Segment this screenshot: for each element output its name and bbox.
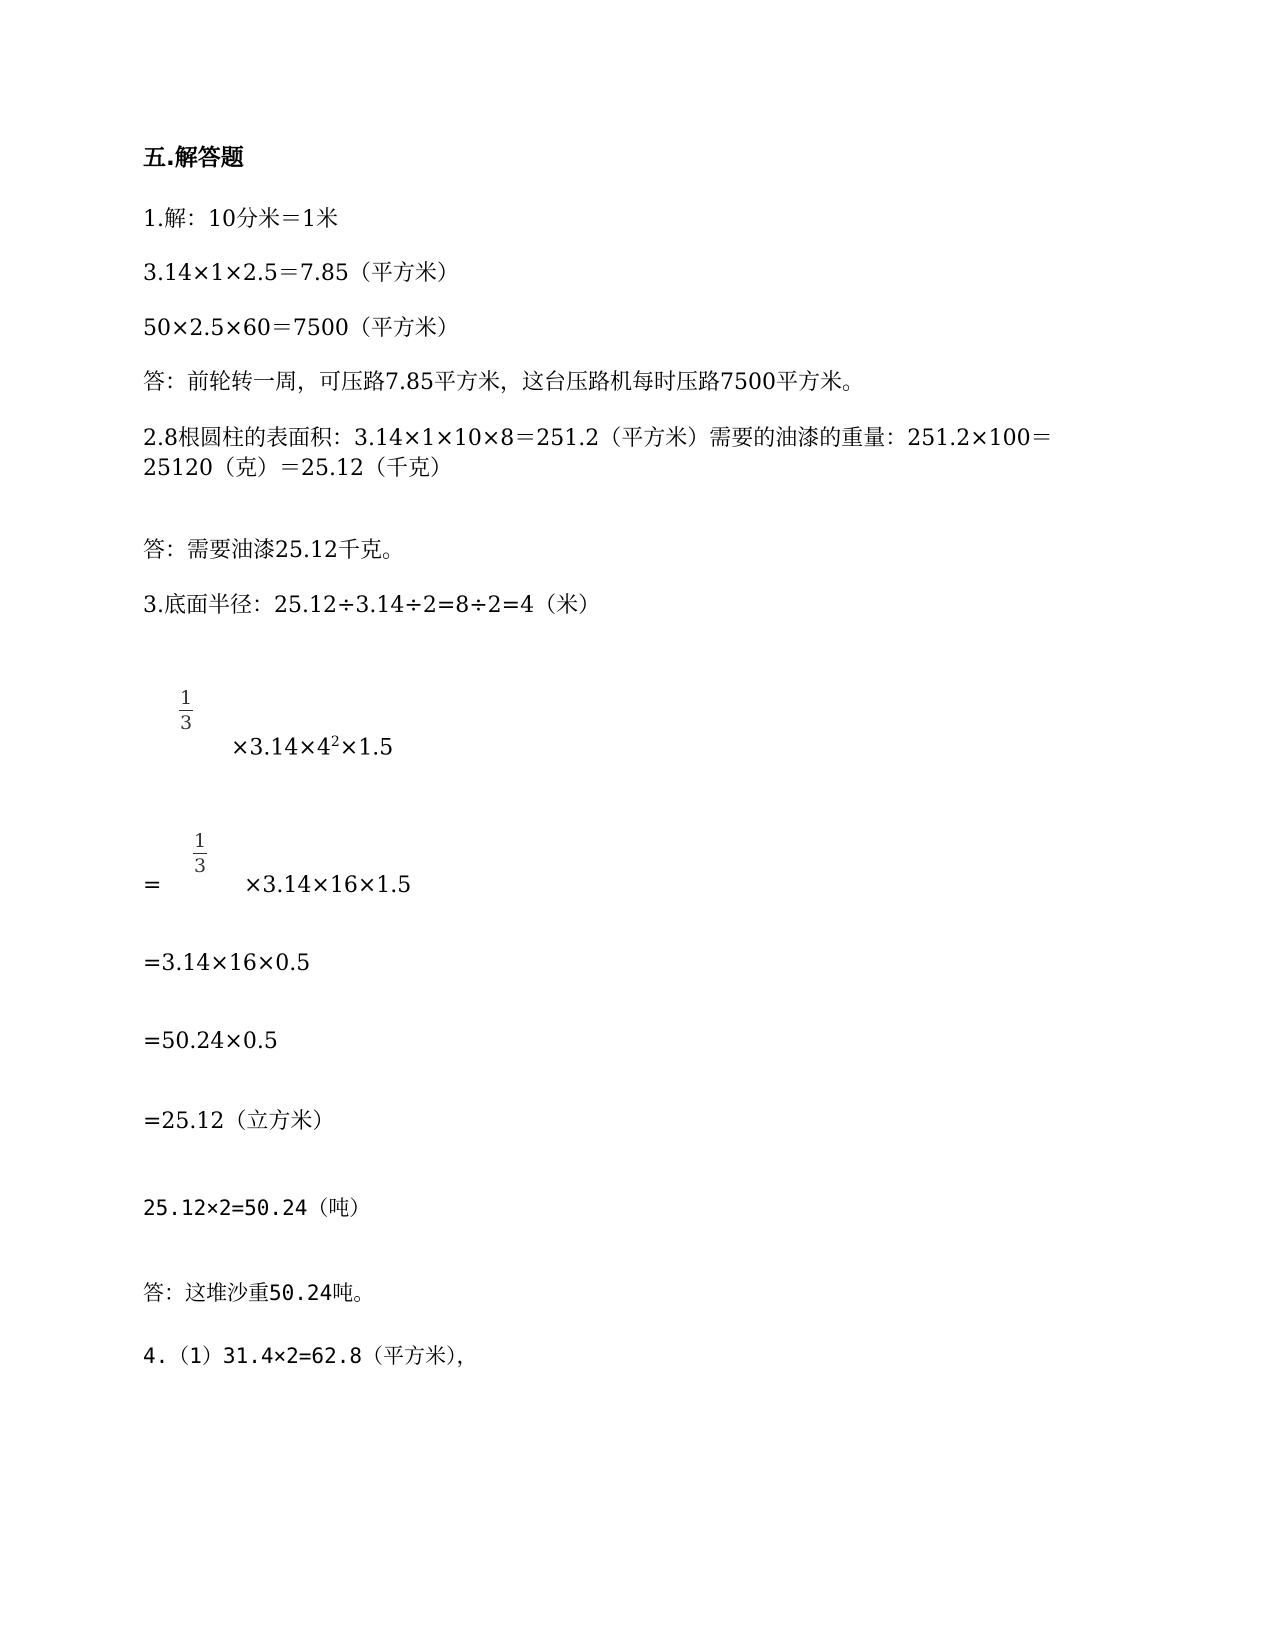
q3-answer: 答：这堆沙重50.24吨。 [143,1281,375,1305]
q1-line2: 3.14×1×2.5＝7.85（平方米） [143,261,459,286]
q3-equals: = [143,873,162,898]
fraction-bar [193,853,207,854]
q3-expression-1 [231,727,393,763]
q4-line1: 4.（1）31.4×2=62.8（平方米）， [143,1344,478,1368]
expr1-part-a: ×3.14×4 [231,735,331,761]
q3-step6: 25.12×2=50.24（吨） [143,1196,371,1220]
fraction-bar [179,710,193,711]
q3-step3: =3.14×16×0.5 [143,951,311,976]
q3-step5: =25.12（立方米） [143,1109,335,1134]
fraction-numerator: 1 [193,830,207,852]
q3-line1: 3.底面半径：25.12÷3.14÷2=8÷2=4（米） [143,593,601,618]
section-title: 五.解答题 [143,145,244,171]
fraction-denominator: 3 [179,712,193,734]
expr1-part-b: ×1.5 [339,735,394,761]
q3-expression-2: ×3.14×16×1.5 [244,873,412,898]
q2-answer: 答：需要油漆25.12千克。 [143,538,404,563]
q1-line3: 50×2.5×60＝7500（平方米） [143,316,459,341]
fraction-one-third-2 [193,831,207,876]
q2-line2: 25120（克）＝25.12（千克） [143,456,452,481]
q1-answer: 答：前轮转一周，可压路7.85平方米，这台压路机每时压路7500平方米。 [143,370,864,395]
q1-line1: 1.解：10分米＝1米 [143,207,338,232]
fraction-denominator: 3 [193,855,207,877]
fraction-one-third [179,688,193,733]
q3-step4: =50.24×0.5 [143,1029,278,1054]
q2-line1: 2.8根圆柱的表面积：3.14×1×10×8＝251.2（平方米）需要的油漆的重量：251.2×100＝ [143,426,1053,451]
fraction-numerator: 1 [179,687,193,709]
expr1-exponent: 2 [330,734,340,750]
